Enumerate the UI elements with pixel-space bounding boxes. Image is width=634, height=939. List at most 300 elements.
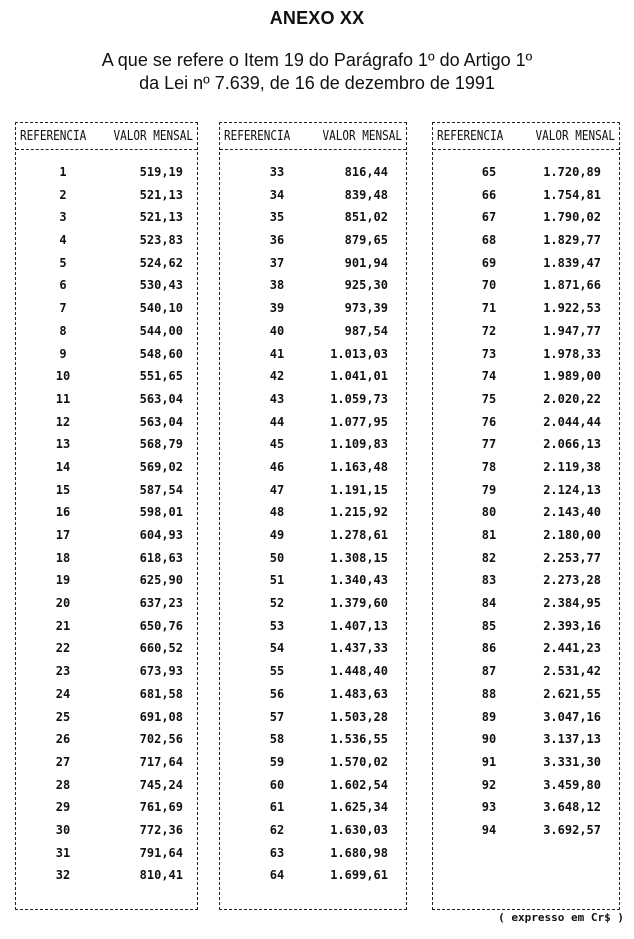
valor-mensal-cell: 660,52 [139,641,183,656]
table-row [220,664,406,687]
table-row [16,823,197,846]
valor-mensal-cell: 2.180,00 [543,528,601,542]
table-row [220,528,406,551]
referencia-cell: 17 [55,528,71,542]
referencia-cell: 58 [269,732,285,747]
valor-mensal-cell: 2.384,95 [543,596,601,611]
valor-mensal-cell: 1.536,55 [330,732,388,747]
table-row [220,846,406,869]
valor-mensal-cell: 901,94 [344,255,388,270]
referencia-cell: 49 [269,528,285,542]
table-row [16,165,197,188]
referencia-cell: 78 [481,459,497,474]
referencia-cell: 84 [481,596,497,611]
valor-mensal-cell: 1.829,77 [543,233,601,248]
header-referencia: REFERENCIA [437,128,504,144]
valor-mensal-cell: 1.602,54 [330,777,388,792]
valor-mensal-cell: 650,76 [139,618,183,633]
referencia-cell: 46 [269,459,285,474]
referencia-cell: 11 [55,391,71,406]
valor-mensal-cell: 568,79 [139,437,183,452]
referencia-cell: 56 [269,686,285,701]
valor-mensal-cell: 618,63 [139,550,183,565]
valor-mensal-cell: 1.720,89 [543,165,601,179]
valor-mensal-cell: 1.790,02 [543,210,601,225]
referencia-cell: 89 [481,709,497,724]
valor-mensal-cell: 1.871,66 [543,278,601,293]
valor-mensal-cell: 1.978,33 [543,346,601,361]
table-row [220,868,406,891]
table-row [220,460,406,483]
referencia-cell: 59 [269,754,285,769]
referencia-cell: 23 [55,664,71,679]
referencia-cell: 65 [481,165,497,179]
table-row [16,256,197,279]
table-row [16,188,197,211]
header-valor-mensal: VALOR MENSAL [113,128,193,144]
valor-mensal-cell: 1.570,02 [330,754,388,769]
valor-mensal-cell: 1.013,03 [330,346,388,361]
valor-mensal-cell: 702,56 [139,732,183,747]
table-row [220,415,406,438]
table-row [16,596,197,619]
valor-mensal-cell: 563,04 [139,414,183,429]
referencia-cell: 40 [269,323,285,338]
table-row [16,460,197,483]
valor-mensal-cell: 3.331,30 [543,754,601,769]
table-row [220,347,406,370]
table-row [433,687,619,710]
header-referencia: REFERENCIA [20,128,87,144]
referencia-cell: 27 [55,754,71,769]
table-row [433,619,619,642]
referencia-cell: 20 [55,596,71,611]
table-row [220,596,406,619]
valor-mensal-cell: 1.483,63 [330,686,388,701]
referencia-cell: 28 [55,777,71,792]
valor-mensal-cell: 540,10 [139,301,183,316]
referencia-cell: 32 [55,868,71,883]
referencia-cell: 75 [481,391,497,406]
valor-mensal-cell: 519,19 [139,165,183,179]
table-row [16,301,197,324]
table-row [16,233,197,256]
table-row [433,778,619,801]
referencia-cell: 88 [481,686,497,701]
table-row [433,256,619,279]
valor-mensal-cell: 851,02 [344,210,388,225]
header-divider [433,149,619,150]
table-row [433,392,619,415]
valor-mensal-cell: 772,36 [139,822,183,837]
table-row [220,392,406,415]
referencia-cell: 57 [269,709,285,724]
table-row [220,823,406,846]
table-row [433,823,619,846]
valor-mensal-cell: 1.437,33 [330,641,388,656]
column-header [16,128,197,149]
table-column-3 [432,122,620,910]
table-row [16,347,197,370]
table-row [220,573,406,596]
valor-mensal-cell: 681,58 [139,686,183,701]
valor-mensal-cell: 691,08 [139,709,183,724]
referencia-cell: 37 [269,255,285,270]
referencia-cell: 77 [481,437,497,452]
referencia-cell: 25 [55,709,71,724]
valor-mensal-cell: 587,54 [139,482,183,497]
referencia-cell: 14 [55,459,71,474]
referencia-cell: 73 [481,346,497,361]
valor-mensal-cell: 2.531,42 [543,664,601,679]
valor-mensal-cell: 1.503,28 [330,709,388,724]
referencia-cell: 92 [481,777,497,792]
referencia-cell: 63 [269,845,285,860]
valor-mensal-cell: 551,65 [139,369,183,384]
header-valor-mensal: VALOR MENSAL [535,128,615,144]
valor-mensal-cell: 548,60 [139,346,183,361]
table-row [220,710,406,733]
table-row [16,778,197,801]
document-subtitle-line-1: A que se refere o Item 19 do Parágrafo 1º do Artigo 1º [101,50,533,70]
referencia-cell: 86 [481,641,497,656]
valor-mensal-cell: 973,39 [344,301,388,316]
referencia-cell: 15 [55,482,71,497]
table-row [220,301,406,324]
header-divider [16,149,197,150]
table-row [220,687,406,710]
valor-mensal-cell: 563,04 [139,391,183,406]
table-row [220,755,406,778]
referencia-cell: 55 [269,664,285,679]
valor-mensal-cell: 2.393,16 [543,618,601,633]
table-rows [220,165,406,891]
table-column-2 [219,122,407,910]
table-row [16,800,197,823]
referencia-cell: 52 [269,596,285,611]
table-row [433,732,619,755]
valor-mensal-cell: 1.340,43 [330,573,388,588]
valor-mensal-cell: 1.630,03 [330,822,388,837]
table-row [220,619,406,642]
valor-mensal-cell: 1.680,98 [330,845,388,860]
valor-mensal-cell: 1.448,40 [330,664,388,679]
table-row [433,641,619,664]
referencia-cell: 91 [481,754,497,769]
referencia-cell: 1 [59,165,67,179]
valor-mensal-cell: 1.947,77 [543,323,601,338]
valor-mensal-cell: 2.119,38 [543,459,601,474]
referencia-cell: 93 [481,800,497,815]
referencia-cell: 45 [269,437,285,452]
table-row [16,415,197,438]
valor-mensal-cell: 1.109,83 [330,437,388,452]
table-row [16,732,197,755]
valor-mensal-cell: 1.278,61 [330,528,388,542]
referencia-cell: 71 [481,301,497,316]
valor-mensal-cell: 625,90 [139,573,183,588]
referencia-cell: 31 [55,845,71,860]
table-row [220,210,406,233]
valor-mensal-cell: 1.163,48 [330,459,388,474]
referencia-cell: 12 [55,414,71,429]
valor-mensal-cell: 604,93 [139,528,183,542]
currency-footnote: ( expresso em Cr$ ) [498,911,624,924]
referencia-cell: 76 [481,414,497,429]
valor-mensal-cell: 717,64 [139,754,183,769]
referencia-cell: 61 [269,800,285,815]
table-row [220,641,406,664]
referencia-cell: 5 [59,255,67,270]
table-row [220,437,406,460]
valor-mensal-cell: 816,44 [344,165,388,179]
referencia-cell: 81 [481,528,497,542]
valor-mensal-cell: 2.124,13 [543,482,601,497]
valor-mensal-cell: 569,02 [139,459,183,474]
referencia-cell: 50 [269,550,285,565]
table-row [433,210,619,233]
header-valor-mensal: VALOR MENSAL [322,128,402,144]
valor-mensal-cell: 521,13 [139,187,183,202]
referencia-cell: 94 [481,822,497,837]
valor-mensal-cell: 745,24 [139,777,183,792]
table-row [433,165,619,188]
table-row [433,710,619,733]
referencia-cell: 70 [481,278,497,293]
valor-mensal-cell: 544,00 [139,323,183,338]
referencia-cell: 47 [269,482,285,497]
valor-mensal-cell: 2.044,44 [543,414,601,429]
referencia-cell: 34 [269,187,285,202]
table-row [433,437,619,460]
valor-mensal-cell: 987,54 [344,323,388,338]
valor-mensal-cell: 791,64 [139,845,183,860]
table-row [433,800,619,823]
referencia-cell: 39 [269,301,285,316]
referencia-cell: 8 [59,323,67,338]
valor-mensal-cell: 761,69 [139,800,183,815]
table-row [433,551,619,574]
valor-mensal-cell: 1.989,00 [543,369,601,384]
referencia-cell: 26 [55,732,71,747]
referencia-cell: 79 [481,482,497,497]
table-rows [16,165,197,891]
referencia-cell: 74 [481,369,497,384]
table-row [220,256,406,279]
table-row [433,324,619,347]
valor-mensal-cell: 523,83 [139,233,183,248]
valor-mensal-cell: 1.379,60 [330,596,388,611]
valor-mensal-cell: 1.191,15 [330,482,388,497]
referencia-cell: 41 [269,346,285,361]
referencia-cell: 18 [55,550,71,565]
referencia-cell: 43 [269,391,285,406]
referencia-cell: 68 [481,233,497,248]
document-title: ANEXO XX [269,8,365,28]
valor-mensal-cell: 521,13 [139,210,183,225]
table-row [16,437,197,460]
table-row [433,415,619,438]
referencia-cell: 22 [55,641,71,656]
valor-mensal-cell: 2.253,77 [543,550,601,565]
valor-mensal-cell: 925,30 [344,278,388,293]
valor-mensal-cell: 1.215,92 [330,505,388,520]
valor-mensal-cell: 1.077,95 [330,414,388,429]
valor-mensal-cell: 3.047,16 [543,709,601,724]
table-row [433,369,619,392]
valor-mensal-cell: 1.839,47 [543,255,601,270]
referencia-cell: 24 [55,686,71,701]
valor-mensal-cell: 2.441,23 [543,641,601,656]
referencia-cell: 44 [269,414,285,429]
table-row [433,347,619,370]
table-row [220,732,406,755]
table-row [220,800,406,823]
table-row [16,755,197,778]
valor-mensal-cell: 839,48 [344,187,388,202]
table-row [16,210,197,233]
table-row [16,505,197,528]
table-row [16,664,197,687]
table-row [433,664,619,687]
referencia-cell: 80 [481,505,497,520]
referencia-cell: 60 [269,777,285,792]
table-row [16,369,197,392]
table-row [16,641,197,664]
valor-mensal-cell: 1.308,15 [330,550,388,565]
referencia-cell: 69 [481,255,497,270]
referencia-cell: 4 [59,233,67,248]
referencia-cell: 53 [269,618,285,633]
table-row [220,505,406,528]
referencia-cell: 51 [269,573,285,588]
referencia-cell: 35 [269,210,285,225]
table-row [220,369,406,392]
table-row [433,483,619,506]
referencia-cell: 30 [55,822,71,837]
valor-mensal-cell: 673,93 [139,664,183,679]
referencia-cell: 67 [481,210,497,225]
table-row [220,278,406,301]
table-row [16,868,197,891]
table-row [220,483,406,506]
referencia-cell: 64 [269,868,285,883]
table-rows [433,165,619,846]
valor-mensal-cell: 2.621,55 [543,686,601,701]
referencia-cell: 10 [55,369,71,384]
referencia-cell: 62 [269,822,285,837]
referencia-cell: 82 [481,550,497,565]
header-divider [220,149,406,150]
referencia-cell: 48 [269,505,285,520]
table-row [433,278,619,301]
valor-mensal-cell: 2.273,28 [543,573,601,588]
referencia-cell: 13 [55,437,71,452]
valor-mensal-cell: 637,23 [139,596,183,611]
valor-mensal-cell: 2.143,40 [543,505,601,520]
column-header [433,128,619,149]
referencia-cell: 7 [59,301,67,316]
valor-mensal-cell: 524,62 [139,255,183,270]
valor-mensal-cell: 1.625,34 [330,800,388,815]
document-subtitle-line-2: da Lei nº 7.639, de 16 de dezembro de 1991 [139,73,495,93]
valor-mensal-cell: 530,43 [139,278,183,293]
table-row [433,460,619,483]
referencia-cell: 66 [481,187,497,202]
table-row [220,233,406,256]
valor-mensal-cell: 1.041,01 [330,369,388,384]
referencia-cell: 3 [59,210,67,225]
referencia-cell: 72 [481,323,497,338]
valor-mensal-cell: 3.137,13 [543,732,601,747]
valor-mensal-cell: 1.922,53 [543,301,601,316]
referencia-cell: 87 [481,664,497,679]
table-row [433,233,619,256]
table-row [16,278,197,301]
referencia-cell: 16 [55,505,71,520]
referencia-cell: 85 [481,618,497,633]
table-row [16,483,197,506]
table-row [433,755,619,778]
table-row [220,551,406,574]
referencia-cell: 38 [269,278,285,293]
column-header [220,128,406,149]
referencia-cell: 2 [59,187,67,202]
valor-mensal-cell: 810,41 [139,868,183,883]
valor-mensal-cell: 1.754,81 [543,187,601,202]
valor-mensal-cell: 3.459,80 [543,777,601,792]
referencia-cell: 83 [481,573,497,588]
valor-mensal-cell: 1.699,61 [330,868,388,883]
valor-mensal-cell: 879,65 [344,233,388,248]
referencia-cell: 42 [269,369,285,384]
valor-mensal-cell: 1.407,13 [330,618,388,633]
table-row [16,528,197,551]
referencia-cell: 36 [269,233,285,248]
valor-mensal-cell: 2.066,13 [543,437,601,452]
table-row [433,528,619,551]
table-row [433,301,619,324]
header-referencia: REFERENCIA [224,128,291,144]
valor-mensal-cell: 2.020,22 [543,391,601,406]
table-row [433,188,619,211]
referencia-cell: 54 [269,641,285,656]
referencia-cell: 6 [59,278,67,293]
valor-mensal-cell: 3.692,57 [543,822,601,837]
table-row [220,778,406,801]
referencia-cell: 29 [55,800,71,815]
table-row [16,392,197,415]
table-row [433,573,619,596]
table-row [220,324,406,347]
table-row [433,596,619,619]
table-row [16,551,197,574]
referencia-cell: 9 [59,346,67,361]
table-row [16,324,197,347]
table-row [16,846,197,869]
referencia-cell: 33 [269,165,285,179]
table-row [16,573,197,596]
table-row [16,710,197,733]
table-row [433,505,619,528]
valor-mensal-cell: 598,01 [139,505,183,520]
table-row [16,687,197,710]
valor-mensal-cell: 3.648,12 [543,800,601,815]
table-row [220,188,406,211]
table-row [16,619,197,642]
valor-mensal-cell: 1.059,73 [330,391,388,406]
table-row [220,165,406,188]
